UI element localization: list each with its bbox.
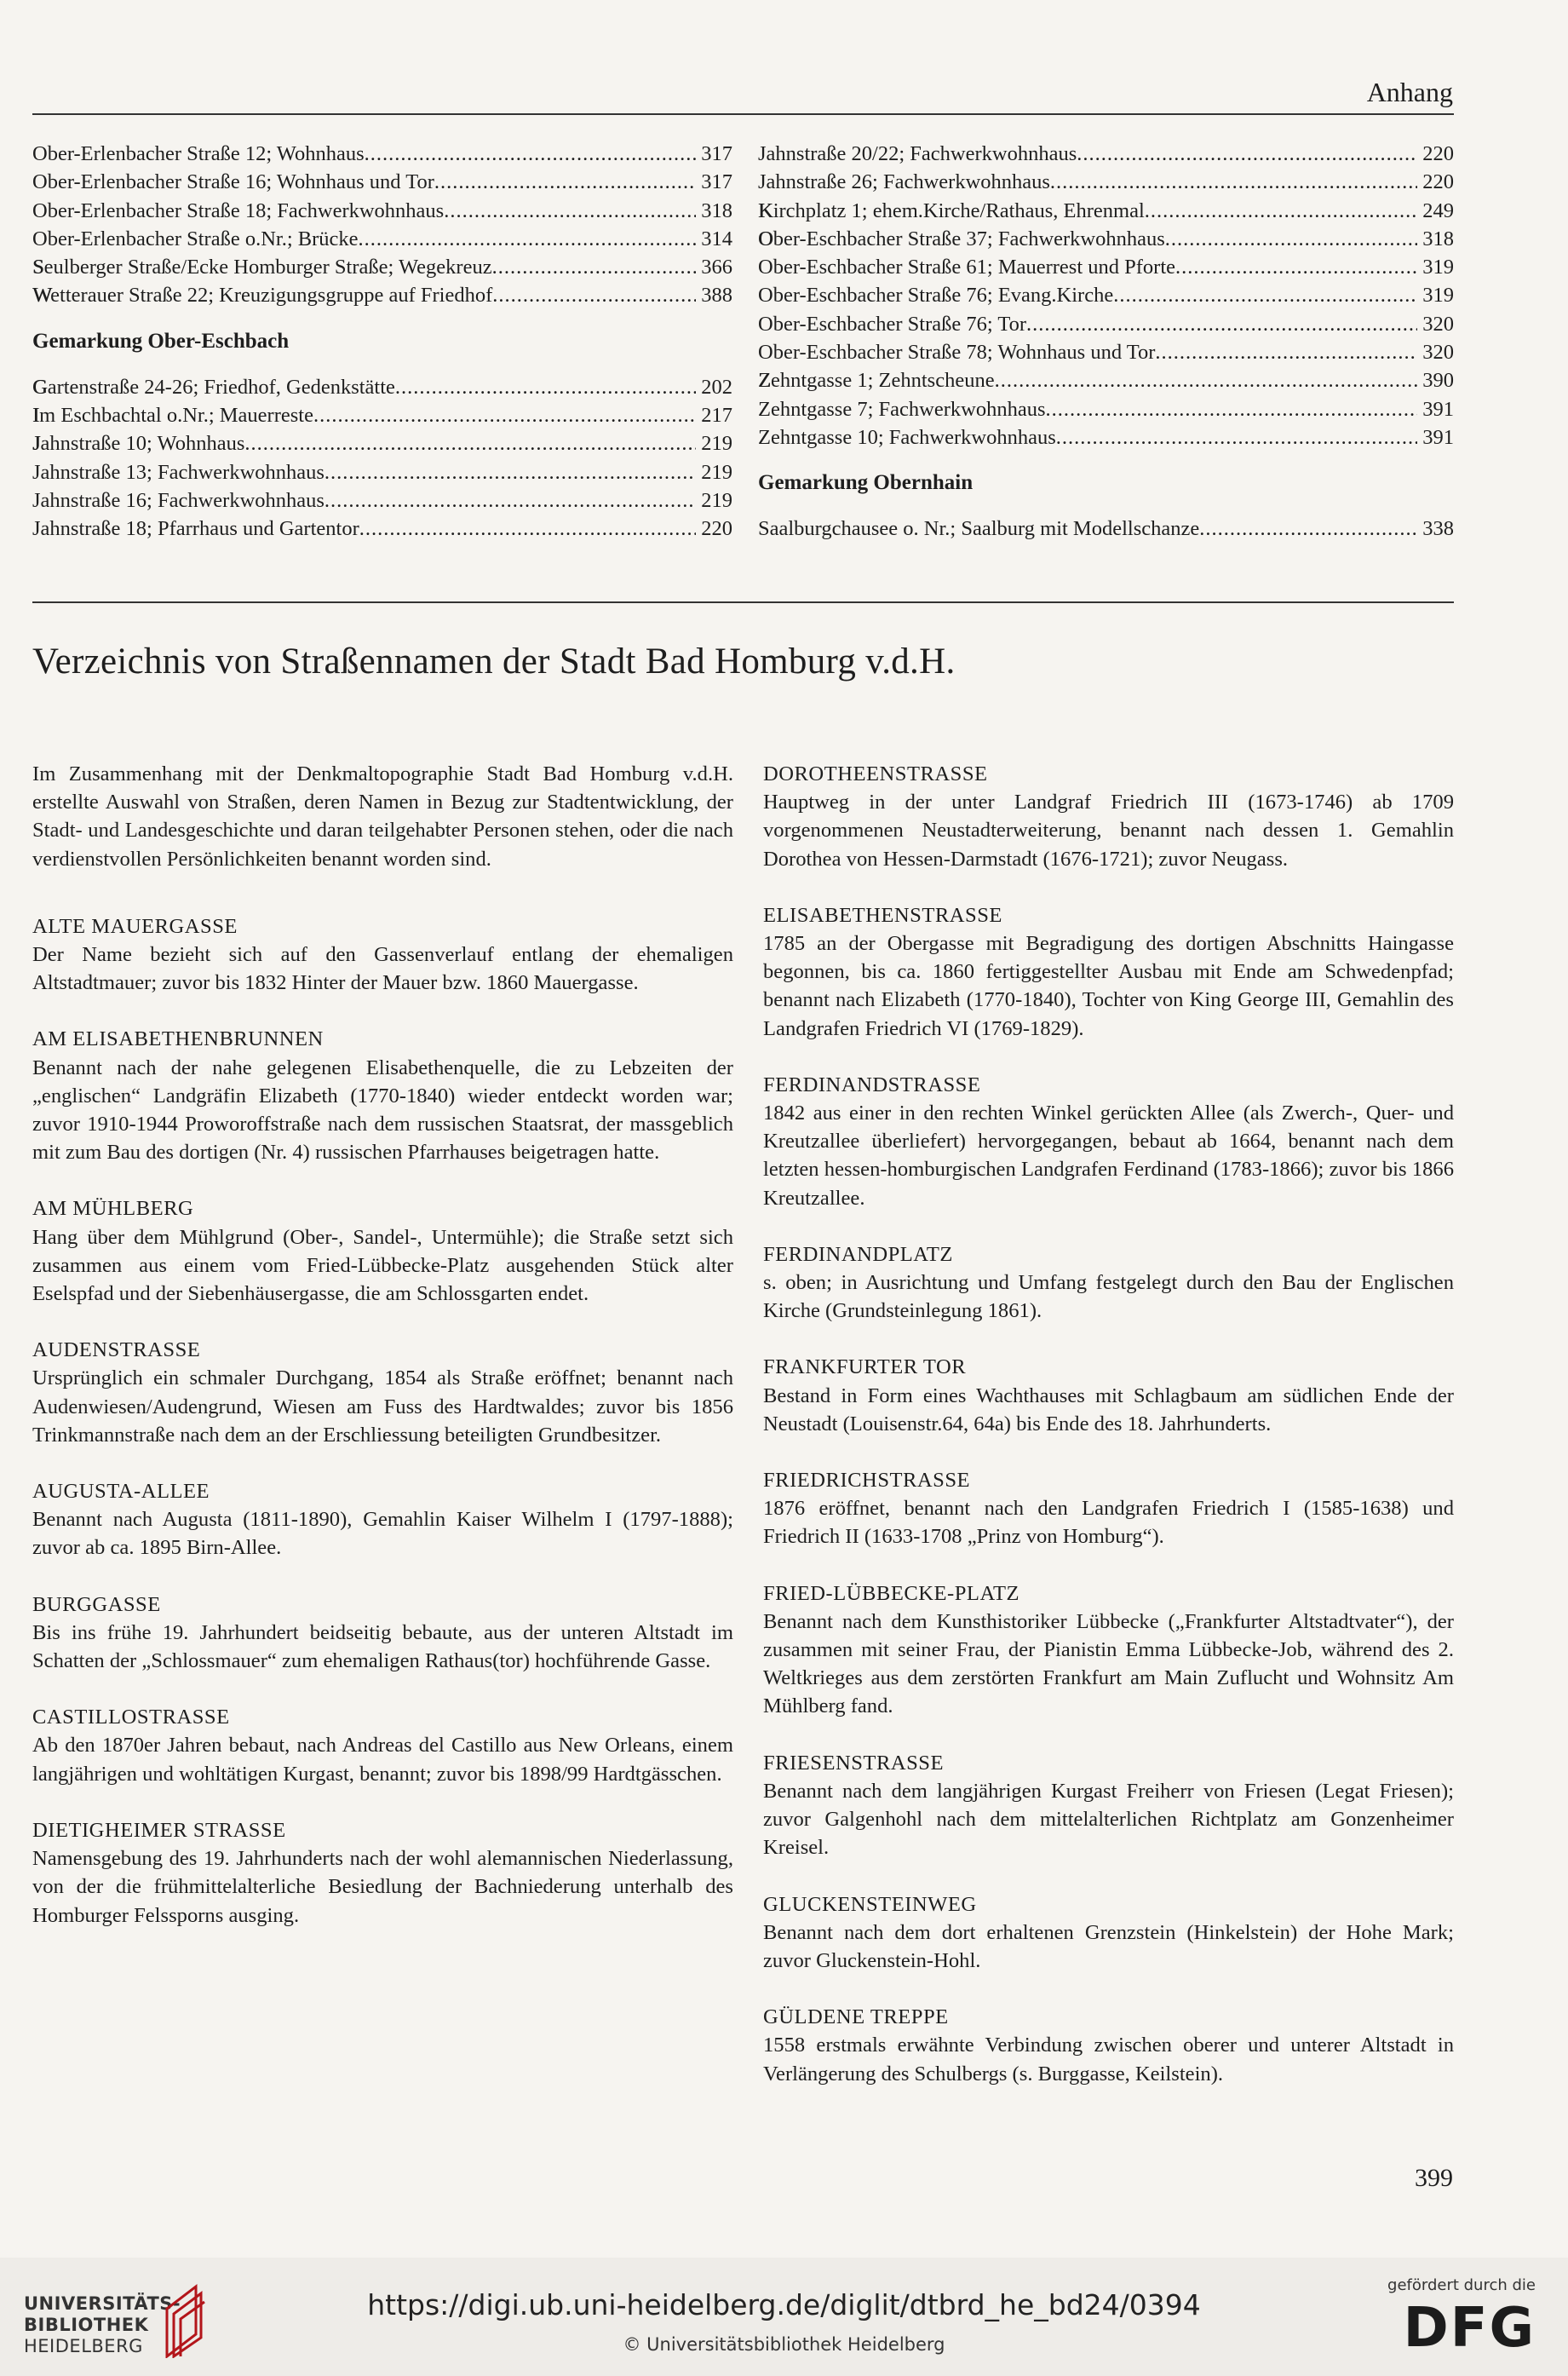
index-entry-label: Ober-Eschbacher Straße 76; Tor <box>758 312 1027 336</box>
dot-leader <box>492 253 697 281</box>
index-entry-page: 318 <box>1422 227 1454 250</box>
index-entry-initial: K <box>758 198 773 222</box>
index-entry-page: 366 <box>701 256 732 279</box>
street-name: DOROTHEENSTRASSE <box>763 762 988 785</box>
index-entry-label: Jahnstraße 13; Fachwerkwohnhaus <box>32 460 325 484</box>
index-entry-label: Jahnstraße 16; Fachwerkwohnhaus <box>32 488 325 512</box>
index-entry-text <box>758 310 1026 338</box>
index-entry-label: ahnstraße 10; Wohnhaus <box>40 432 245 456</box>
dot-leader <box>1050 168 1417 196</box>
dot-leader <box>1175 253 1417 281</box>
digitization-footer <box>0 2258 1568 2376</box>
index-entry-label: artenstraße 24-26; Friedhof, Gedenkstätte <box>47 375 395 399</box>
street-name: GLUCKENSTEINWEG <box>763 1892 977 1916</box>
section-rule <box>32 601 1454 603</box>
index-entry-label: irchplatz 1; ehem.Kirche/Rathaus, Ehrenmal <box>773 198 1145 222</box>
header-rule <box>32 113 1454 115</box>
street-description: Hauptweg in der unter Landgraf Friedrich III (1673-1746) ab 1709 vorgenommenen Neustadterweiterung, benannt nach dessen 1. Gemahlin Dorothea von Hessen-Darmstadt (1676-1721); zuvor Neugass. <box>763 791 1454 871</box>
street-entry <box>32 1336 733 1449</box>
street-description: Hang über dem Mühlgrund (Ober-, Sandel-, Untermühle); die Straße setzt sich zusammen aus einem vom Fried-Lübbecke-Platz ausgehenden Stück alter Eselspfad und der Siebenhäusergasse, die am Schlossgarten endet. <box>32 1225 733 1306</box>
index-entry-initial: S <box>32 256 44 279</box>
index-entry-page: 320 <box>1422 341 1454 365</box>
street-name: GÜLDENE TREPPE <box>763 2005 949 2029</box>
index-entry-page: 317 <box>701 142 732 165</box>
index-entry-page: 219 <box>701 460 732 484</box>
index-entry <box>32 401 732 429</box>
street-names-right-column <box>763 760 1454 2116</box>
index-entry-label: Zehntgasse 10; Fachwerkwohnhaus <box>758 425 1056 449</box>
street-description: Ursprünglich ein schmaler Durchgang, 1854 als Straße eröffnet; benannt nach Audenwiesen/Audengrund, Wiesen am Fuss des Hardtwaldes; zuvor bis 1856 Trinkmannstraße nach dem an der Erschliessung beteiligten Grundbesitzer. <box>32 1366 733 1447</box>
street-entry <box>763 1890 1454 1976</box>
street-name: FRIESENSTRASSE <box>763 1751 944 1775</box>
page-number: 399 <box>1415 2164 1453 2192</box>
index-entry-text <box>758 197 1145 225</box>
street-description: Benannt nach dem langjährigen Kurgast Freiherr von Friesen (Legat Friesen); zuvor Galgenhohl nach dem mittelalterlichen Richtplatz am Gonzenheimer Kreisel. <box>763 1779 1454 1860</box>
dot-leader <box>1113 281 1417 309</box>
street-description: Benannt nach dem dort erhaltenen Grenzstein (Hinkelstein) der Hohe Mark; zuvor Gluckenstein-Hohl. <box>763 1920 1454 1972</box>
index-entry-text <box>32 429 244 457</box>
index-list-ober-eschbach-continued <box>758 140 1454 452</box>
index-entry-label: ehntgasse 1; Zehntscheune <box>770 369 995 393</box>
index-entry-page: 219 <box>701 488 732 512</box>
dot-leader <box>1165 225 1417 253</box>
index-entry-label: Zehntgasse 7; Fachwerkwohnhaus <box>758 397 1046 421</box>
index-entry-initial: G <box>32 375 48 399</box>
index-entry <box>32 486 732 515</box>
index-list-ober-eschbach <box>32 373 732 544</box>
index-entry-text <box>32 401 313 429</box>
street-name: FRIEDRICHSTRASSE <box>763 1469 971 1493</box>
dot-leader <box>359 515 697 543</box>
index-entry-text <box>758 366 995 394</box>
street-name: BURGGASSE <box>32 1592 161 1616</box>
library-line-2: BIBLIOTHEK <box>24 2315 149 2335</box>
street-names-left-column <box>32 760 733 1958</box>
dot-leader <box>325 458 696 486</box>
index-entry <box>32 373 732 401</box>
index-entry-label: Jahnstraße 20/22; Fachwerkwohnhaus <box>758 142 1077 165</box>
index-entry-text <box>32 168 434 196</box>
dot-leader <box>995 366 1418 394</box>
street-description: 1558 erstmals erwähnte Verbindung zwischen oberer und unterer Altstadt in Verlängerung des Schulbergs (s. Burggasse, Keilstein). <box>763 2034 1454 2085</box>
street-name: FRIED-LÜBBECKE-PLATZ <box>763 1581 1020 1605</box>
street-name: FERDINANDSTRASSE <box>763 1073 981 1096</box>
street-description: Benannt nach Augusta (1811-1890), Gemahlin Kaiser Wilhelm I (1797-1888); zuvor ab ca. 1895 Birn-Allee. <box>32 1508 733 1560</box>
street-entry <box>763 2003 1454 2088</box>
index-entry-label: ber-Eschbacher Straße 37; Fachwerkwohnhaus <box>773 227 1165 250</box>
index-entry-text <box>32 225 359 253</box>
index-entry-label: Ober-Erlenbacher Straße 12; Wohnhaus <box>32 142 365 165</box>
street-entry <box>32 1025 733 1166</box>
index-entry-text <box>758 515 1199 543</box>
section-title: Verzeichnis von Straßennamen der Stadt Bad Homburg v.d.H. <box>32 641 956 682</box>
index-entry-label: Ober-Eschbacher Straße 78; Wohnhaus und Tor <box>758 341 1156 365</box>
index-entry <box>758 253 1454 281</box>
index-entry-page: 249 <box>1422 198 1454 222</box>
permalink-url[interactable]: https://digi.ub.uni-heidelberg.de/diglit/dtbrd_he_bd24/0394 <box>367 2288 1201 2321</box>
index-entry-page: 391 <box>1422 397 1454 421</box>
dot-leader <box>1045 395 1417 423</box>
dot-leader <box>1056 423 1418 452</box>
index-entry <box>758 168 1454 196</box>
street-name: AM ELISABETHENBRUNNEN <box>32 1027 324 1051</box>
street-name: AM MÜHLBERG <box>32 1197 194 1221</box>
dfg-logo: DFG <box>1403 2297 1536 2360</box>
index-entry-page: 338 <box>1422 517 1454 541</box>
street-name: ELISABETHENSTRASSE <box>763 903 1002 927</box>
index-heading-obernhain: Gemarkung Obernhain <box>758 471 974 495</box>
index-entry-page: 320 <box>1422 312 1454 336</box>
street-description: Bestand in Form eines Wachthauses mit Schlagbaum am südlichen Ende der Neustadt (Louisenstr.64, 64a) bis Ende des 18. Jahrhunderts. <box>763 1384 1454 1435</box>
street-entry <box>32 1194 733 1308</box>
index-entry <box>758 140 1454 168</box>
index-entry <box>758 310 1454 338</box>
index-entry <box>32 429 732 457</box>
street-description: Namensgebung des 19. Jahrhunderts nach der wohl alemannischen Niederlassung, von der die frühmittelalterliche Besiedlung der Bachniederung unterhalb des Homburger Felssporns ausging. <box>32 1847 733 1927</box>
index-entry <box>32 458 732 486</box>
street-entry <box>32 1477 733 1562</box>
street-entry <box>763 1071 1454 1212</box>
index-entry <box>758 338 1454 366</box>
dot-leader <box>444 197 696 225</box>
street-name: AUDENSTRASSE <box>32 1338 201 1362</box>
index-entry <box>32 168 732 196</box>
street-entry <box>32 1703 733 1788</box>
index-entry-text <box>32 253 492 281</box>
dot-leader <box>1155 338 1417 366</box>
dot-leader <box>244 429 696 457</box>
street-entry <box>763 1749 1454 1862</box>
street-description: Benannt nach der nahe gelegenen Elisabethenquelle, die zu Lebzeiten der „englischen“ Landgräfin Elizabeth (1770-1840) wieder entdeckt worden war; zuvor 1910-1944 Proworoffstraße nach dem russischen Staatsrat, der massgeblich mit zum Bau des dortigen (Nr. 4) russischen Pfarrhauses beigetragen hatte. <box>32 1056 733 1165</box>
dot-leader <box>1199 515 1417 543</box>
index-entry-text <box>758 423 1056 452</box>
index-entry-text <box>32 515 359 543</box>
index-left-column <box>32 140 732 544</box>
index-entry-page: 314 <box>701 227 732 250</box>
index-entry-text <box>758 338 1155 366</box>
index-entry-text <box>758 253 1175 281</box>
index-list-ober-erlenbach <box>32 140 732 310</box>
index-entry-label: m Eschbachtal o.Nr.; Mauerreste <box>39 404 313 428</box>
street-description: s. oben; in Ausrichtung und Umfang festgelegt durch den Bau der Englischen Kirche (Grundsteinlegung 1861). <box>763 1271 1454 1323</box>
index-entry-label: Ober-Erlenbacher Straße 18; Fachwerkwohnhaus <box>32 198 445 222</box>
index-entry-text <box>758 281 1113 309</box>
index-entry <box>758 281 1454 309</box>
index-entry-label: eulberger Straße/Ecke Homburger Straße; Wegekreuz <box>43 256 492 279</box>
dot-leader <box>313 401 696 429</box>
index-entry-initial: Z <box>758 369 771 393</box>
index-entry-page: 219 <box>701 432 732 456</box>
running-head: Anhang <box>1366 77 1453 107</box>
index-entry-page: 319 <box>1422 256 1454 279</box>
street-name: AUGUSTA-ALLEE <box>32 1480 210 1504</box>
street-description: 1785 an der Obergasse mit Begradigung des dortigen Abschnitts Haingasse begonnen, bis ca. 1860 fertiggestellter Ausbau mit Ende am Schwedenpfad; benannt nach Elizabeth (1770-1840), Tochter von King George III, Gemahlin des Landgrafen Friedrich VI (1769-1829). <box>763 932 1454 1040</box>
street-entry <box>763 760 1454 873</box>
index-entry <box>758 225 1454 253</box>
street-name: CASTILLOSTRASSE <box>32 1706 230 1729</box>
index-entry <box>32 253 732 281</box>
index-entry-label: Saalburgchausee o. Nr.; Saalburg mit Modellschanze <box>758 517 1200 541</box>
copyright-notice: © Universitätsbibliothek Heidelberg <box>623 2334 945 2355</box>
index-heading-ober-eschbach: Gemarkung Ober-Eschbach <box>32 329 290 353</box>
index-entry <box>32 515 732 543</box>
index-entry <box>32 197 732 225</box>
index-entry-initial: O <box>758 227 773 250</box>
library-line-3: HEIDELBERG <box>24 2336 143 2356</box>
street-entry <box>763 1353 1454 1438</box>
index-entry-page: 319 <box>1422 284 1454 308</box>
index-entry-text <box>32 197 444 225</box>
index-entry-text <box>32 281 492 309</box>
index-entry-text <box>758 225 1165 253</box>
intro-paragraph: Im Zusammenhang mit der Denkmaltopographie Stadt Bad Homburg v.d.H. erstellte Auswahl von Straßen, deren Namen in Bezug zur Stadtentwicklung, der Stadt- und Landesgeschichte und daran teilgehabter Personen stehen, oder die nach verdienstvollen Persönlichkeiten benannt worden sind. <box>32 762 733 871</box>
index-entry-page: 391 <box>1422 425 1454 449</box>
index-entry-page: 317 <box>701 170 732 194</box>
dot-leader <box>359 225 697 253</box>
index-entry <box>758 395 1454 423</box>
street-name: DIETIGHEIMER STRASSE <box>32 1818 286 1842</box>
index-entry <box>32 281 732 309</box>
street-entry <box>763 1240 1454 1326</box>
street-description: Der Name bezieht sich auf den Gassenverlauf entlang der ehemaligen Altstadtmauer; zuvor bis 1832 Hinter der Mauer bzw. 1860 Mauergasse. <box>32 943 733 995</box>
index-entry-label: Ober-Eschbacher Straße 76; Evang.Kirche <box>758 284 1114 308</box>
street-name: FRANKFURTER TOR <box>763 1355 967 1379</box>
street-name: ALTE MAUERGASSE <box>32 914 238 938</box>
library-line-1: UNIVERSITÄTS- <box>24 2293 181 2314</box>
dot-leader <box>1026 310 1417 338</box>
street-name: FERDINANDPLATZ <box>763 1242 953 1266</box>
index-entry-page: 388 <box>701 284 732 308</box>
index-entry-initial: J <box>32 432 41 456</box>
index-entry-text <box>758 395 1045 423</box>
index-entry-label: Ober-Erlenbacher Straße o.Nr.; Brücke <box>32 227 359 250</box>
index-entry-initial: I <box>32 404 40 428</box>
street-entry <box>763 1466 1454 1551</box>
index-entry <box>32 225 732 253</box>
index-entry <box>758 366 1454 394</box>
index-entry-text <box>32 486 325 515</box>
dot-leader <box>492 281 696 309</box>
street-entry <box>32 1816 733 1930</box>
index-entry-initial: W <box>32 284 51 308</box>
index-entry <box>32 140 732 168</box>
index-entry-label: Jahnstraße 26; Fachwerkwohnhaus <box>758 170 1050 194</box>
dot-leader <box>395 373 696 401</box>
index-entry-text <box>32 458 325 486</box>
index-entry-text <box>758 140 1077 168</box>
street-description: 1876 eröffnet, benannt nach den Landgrafen Friedrich I (1585-1638) und Friedrich II (1633-1708 „Prinz von Homburg“). <box>763 1497 1454 1549</box>
index-entry-page: 220 <box>1422 170 1454 194</box>
index-entry-page: 318 <box>701 198 732 222</box>
street-description: Benannt nach dem Kunsthistoriker Lübbecke („Frankfurter Altstadtvater“), der zusammen mit seiner Frau, der Pianistin Emma Lübbecke-Job, während des 2. Weltkrieges aus dem zerstörten Frankfurt am Main Zuflucht und Wohnsitz Am Mühlberg fand. <box>763 1609 1454 1718</box>
dot-leader <box>1077 140 1417 168</box>
index-entry-text <box>32 373 395 401</box>
index-entry <box>758 515 1454 543</box>
index-entry <box>758 197 1454 225</box>
street-entries-left <box>32 912 733 1930</box>
index-entry-text <box>32 140 365 168</box>
street-description: Bis ins frühe 19. Jahrhundert beidseitig bebaute, aus der unteren Altstadt im Schatten der „Schlossmauer“ zum ehemaligen Rathaus(tor) hochführende Gasse. <box>32 1620 733 1673</box>
index-entry-label: Jahnstraße 18; Pfarrhaus und Gartentor <box>32 517 359 541</box>
funding-caption: gefördert durch die <box>1387 2276 1536 2294</box>
index-entry-text <box>758 168 1050 196</box>
index-entry-page: 220 <box>1422 142 1454 165</box>
dot-leader <box>1145 197 1417 225</box>
street-entry <box>32 1591 733 1676</box>
index-right-column <box>758 140 1454 544</box>
street-description: Ab den 1870er Jahren bebaut, nach Andreas del Castillo aus New Orleans, einem langjährigen und wohltätigen Kurgast, benannt; zuvor bis 1898/99 Hardtgässchen. <box>32 1734 733 1786</box>
index-entry-page: 202 <box>701 375 732 399</box>
street-entry <box>763 1579 1454 1721</box>
dot-leader <box>365 140 697 168</box>
index-entry-page: 390 <box>1422 369 1454 393</box>
index-entry-page: 220 <box>701 517 732 541</box>
street-entries-right <box>763 760 1454 2088</box>
index-entry-label: Ober-Erlenbacher Straße 16; Wohnhaus und Tor <box>32 170 434 194</box>
index-entry <box>758 423 1454 452</box>
street-entry <box>763 901 1454 1043</box>
index-entry-label: Ober-Eschbacher Straße 61; Mauerrest und Pforte <box>758 256 1176 279</box>
index-entry-label: etterauer Straße 22; Kreuzigungsgruppe auf Friedhof <box>50 284 493 308</box>
index-entry-page: 217 <box>701 404 732 428</box>
street-entry <box>32 912 733 998</box>
index-list-obernhain <box>758 515 1454 543</box>
dot-leader <box>434 168 696 196</box>
street-description: 1842 aus einer in den rechten Winkel gerückten Allee (als Zwerch-, Quer- und Kreutzallee überliefert) hervorgegangen, bebaut ab 1664, benannt nach dem letzten hessen-homburgischen Landgrafen Ferdinand (1783-1866); zuvor bis 1866 Kreutzallee. <box>763 1102 1454 1210</box>
dot-leader <box>325 486 696 515</box>
